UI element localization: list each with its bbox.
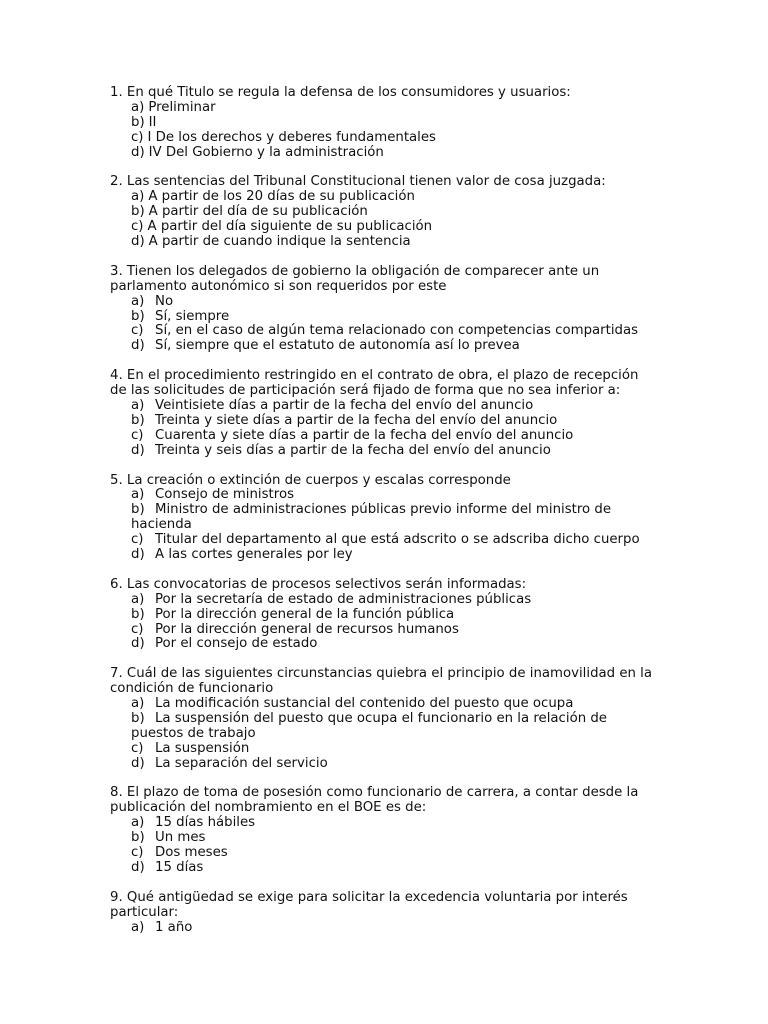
option-text: Dos meses xyxy=(155,845,228,861)
question-9 xyxy=(110,891,655,936)
option-letter: c) xyxy=(131,219,144,235)
option-text: Sí, siempre xyxy=(155,308,230,324)
question-text: 8. El plazo de toma de posesión como funcionario de carrera, a contar desde la publicación del nombramiento en el BOE es de: xyxy=(110,785,639,816)
option-text: A partir del día siguiente de su publicación xyxy=(147,219,433,235)
option-text: Sí, en el caso de algún tema relacionado con competencias compartidas xyxy=(155,323,639,339)
option-letter: c) xyxy=(131,621,144,637)
option-letter: d) xyxy=(131,442,145,458)
option-letter: c) xyxy=(131,323,144,339)
option-text: Cuarenta y siete días a partir de la fecha del envío del anuncio xyxy=(155,427,574,443)
question-3 xyxy=(110,265,655,354)
option-letter: d) xyxy=(131,755,145,771)
answer-option xyxy=(110,444,655,459)
option-letter: a) xyxy=(131,189,145,205)
answer-option xyxy=(110,712,655,742)
option-list xyxy=(110,816,655,876)
option-list xyxy=(110,593,655,653)
answer-option xyxy=(110,235,655,250)
answer-option xyxy=(110,295,655,310)
option-letter: d) xyxy=(131,547,145,563)
option-letter: c) xyxy=(131,845,144,861)
option-text: 1 año xyxy=(155,919,193,935)
answer-option xyxy=(110,220,655,235)
answer-option xyxy=(110,846,655,861)
answer-option xyxy=(110,533,655,548)
answer-option xyxy=(110,101,655,116)
option-text: Un mes xyxy=(155,830,206,846)
option-letter: a) xyxy=(131,696,145,712)
option-text: 15 días xyxy=(155,860,204,876)
option-list xyxy=(110,295,655,355)
question-text: 6. Las convocatorias de procesos selectivos serán informadas: xyxy=(110,576,527,592)
option-letter: b) xyxy=(131,114,145,130)
option-text: La suspensión xyxy=(155,740,250,756)
question-text: 4. En el procedimiento restringido en el contrato de obra, el plazo de recepción de las solicitudes de participación será fijado de forma que no sea inferior a: xyxy=(110,368,639,399)
option-letter: a) xyxy=(131,919,145,935)
question-5 xyxy=(110,474,655,563)
question-text: 9. Qué antigüedad se exige para solicitar la excedencia voluntaria por interés particular: xyxy=(110,889,628,920)
option-letter: b) xyxy=(131,830,145,846)
option-letter: d) xyxy=(131,636,145,652)
option-text: Sí, siempre que el estatuto de autonomía así lo prevea xyxy=(155,338,520,354)
option-text: Treinta y siete días a partir de la fecha del envío del anuncio xyxy=(155,412,558,428)
answer-option xyxy=(110,414,655,429)
option-letter: d) xyxy=(131,860,145,876)
option-letter: b) xyxy=(131,204,145,220)
answer-option xyxy=(110,623,655,638)
answer-option xyxy=(110,116,655,131)
answer-option xyxy=(110,190,655,205)
question-8 xyxy=(110,786,655,875)
option-text: A partir de cuando indique la sentencia xyxy=(148,234,411,250)
option-text: Treinta y seis días a partir de la fecha del envío del anuncio xyxy=(155,442,551,458)
option-text: Veintisiete días a partir de la fecha del envío del anuncio xyxy=(155,397,534,413)
question-text: 3. Tienen los delegados de gobierno la obligación de comparecer ante un parlamento autonómico si son requeridos por este xyxy=(110,263,600,294)
answer-option xyxy=(110,205,655,220)
option-text: I De los derechos y deberes fundamentales xyxy=(147,129,436,145)
option-letter: a) xyxy=(131,397,145,413)
option-list xyxy=(110,190,655,250)
option-text: No xyxy=(155,293,174,309)
question-text: 5. La creación o extinción de cuerpos y escalas corresponde xyxy=(110,472,511,488)
option-letter: a) xyxy=(131,99,145,115)
option-text: La suspensión del puesto que ocupa el funcionario en la relación de puestos de trabajo xyxy=(131,710,607,741)
option-text: Por la dirección general de recursos humanos xyxy=(155,621,459,637)
answer-option xyxy=(110,503,655,533)
option-letter: b) xyxy=(131,502,145,518)
answer-option xyxy=(110,831,655,846)
question-text: 2. Las sentencias del Tribunal Constitucional tienen valor de cosa juzgada: xyxy=(110,174,606,190)
option-text: Por la dirección general de la función pública xyxy=(155,606,455,622)
answer-option xyxy=(110,429,655,444)
option-letter: b) xyxy=(131,710,145,726)
option-letter: d) xyxy=(131,234,145,250)
option-text: A partir del día de su publicación xyxy=(148,204,368,220)
option-list xyxy=(110,921,655,936)
answer-option xyxy=(110,399,655,414)
answer-option xyxy=(110,131,655,146)
option-text: 15 días hábiles xyxy=(155,815,256,831)
option-text: A las cortes generales por ley xyxy=(155,547,353,563)
answer-option xyxy=(110,742,655,757)
option-text: Titular del departamento al que está adscrito o se adscriba dicho cuerpo xyxy=(155,532,640,548)
option-text: Ministro de administraciones públicas previo informe del ministro de hacienda xyxy=(131,502,612,533)
option-list xyxy=(110,101,655,161)
option-letter: c) xyxy=(131,427,144,443)
option-text: Por la secretaría de estado de administraciones públicas xyxy=(155,591,532,607)
option-text: Preliminar xyxy=(148,99,216,115)
answer-option xyxy=(110,146,655,161)
option-letter: b) xyxy=(131,308,145,324)
answer-option xyxy=(110,608,655,623)
answer-option xyxy=(110,548,655,563)
option-letter: c) xyxy=(131,532,144,548)
answer-option xyxy=(110,921,655,936)
option-letter: c) xyxy=(131,129,144,145)
answer-option xyxy=(110,339,655,354)
option-letter: c) xyxy=(131,740,144,756)
option-text: II xyxy=(148,114,157,130)
option-letter: b) xyxy=(131,606,145,622)
question-2 xyxy=(110,175,655,250)
option-text: A partir de los 20 días de su publicación xyxy=(148,189,415,205)
document-body xyxy=(110,86,655,950)
option-letter: a) xyxy=(131,487,145,503)
option-text: La modificación sustancial del contenido del puesto que ocupa xyxy=(155,696,574,712)
option-list xyxy=(110,488,655,563)
option-letter: a) xyxy=(131,591,145,607)
option-letter: b) xyxy=(131,412,145,428)
option-letter: d) xyxy=(131,144,145,160)
option-text: IV Del Gobierno y la administración xyxy=(148,144,384,160)
question-text: 1. En qué Titulo se regula la defensa de los consumidores y usuarios: xyxy=(110,85,571,100)
answer-option xyxy=(110,861,655,876)
question-7 xyxy=(110,667,655,771)
question-6 xyxy=(110,578,655,653)
answer-option xyxy=(110,697,655,712)
answer-option xyxy=(110,816,655,831)
answer-option xyxy=(110,593,655,608)
option-letter: d) xyxy=(131,338,145,354)
option-list xyxy=(110,399,655,459)
question-1 xyxy=(110,86,655,161)
option-text: Consejo de ministros xyxy=(155,487,295,503)
option-list xyxy=(110,697,655,772)
option-letter: a) xyxy=(131,293,145,309)
question-text: 7. Cuál de las siguientes circunstancias quiebra el principio de inamovilidad en la condición de funcionario xyxy=(110,666,652,697)
option-text: La separación del servicio xyxy=(155,755,328,771)
answer-option xyxy=(110,757,655,772)
option-text: Por el consejo de estado xyxy=(155,636,318,652)
option-letter: a) xyxy=(131,815,145,831)
question-4 xyxy=(110,369,655,458)
answer-option xyxy=(110,637,655,652)
